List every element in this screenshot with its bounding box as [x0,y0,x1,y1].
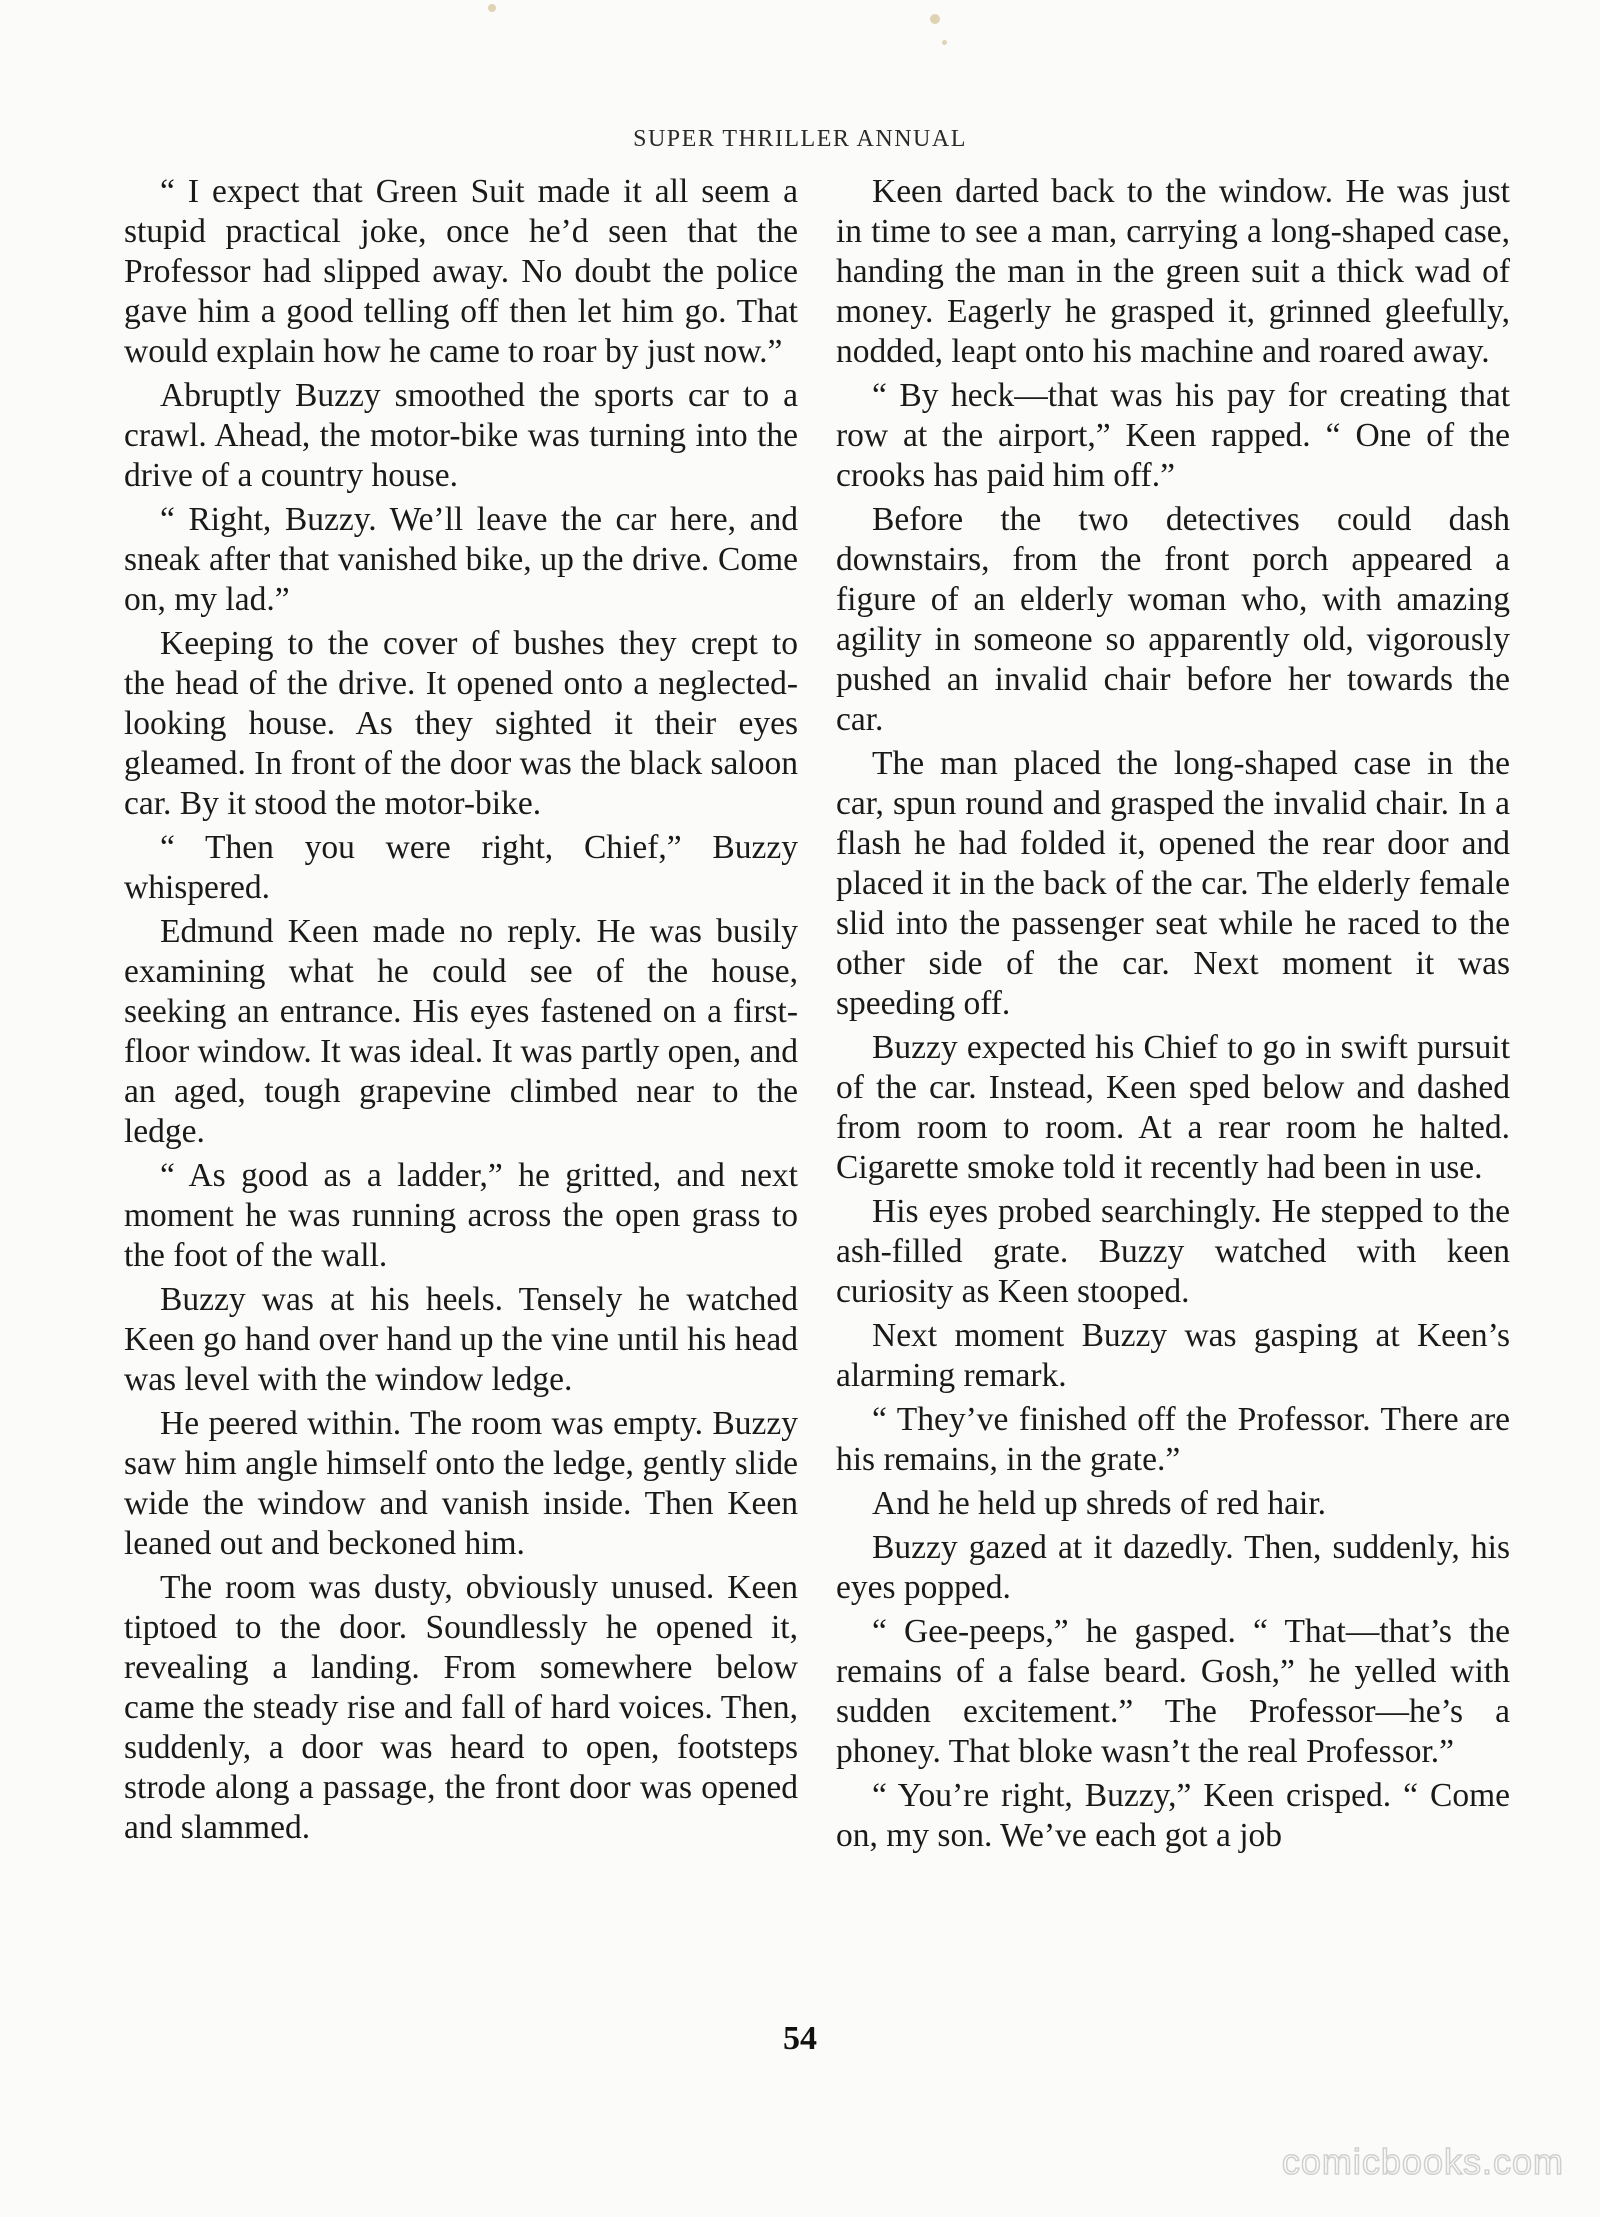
paragraph: Keen darted back to the window. He was just in time to see a man, carrying a long-shaped case, handing the man in the green suit a thick wad of money. Eagerly he grasped it, grinned gleefully, nodded, leapt onto his machine and roared away. [836,173,1510,370]
paragraph: The man placed the long-shaped case in the car, spun round and grasped the invalid chair. In a flash he had folded it, opened the rear door and placed it in the back of the car. The elderly female slid into the passenger seat while he raced to the other side of the car. Next moment it was speeding off. [836,745,1510,1022]
paragraph: Abruptly Buzzy smoothed the sports car to a crawl. Ahead, the motor-bike was turning into the drive of a country house. [124,377,798,494]
right-column [836,172,1510,1860]
paper-fleck [930,14,940,24]
paragraph: “ By heck—that was his pay for creating that row at the airport,” Keen rapped. “ One of the crooks has paid him off.” [836,377,1510,494]
paragraph: Buzzy expected his Chief to go in swift pursuit of the car. Instead, Keen sped below and dashed from room to room. At a rear room he halted. Cigarette smoke told it recently had been in use. [836,1029,1510,1186]
paragraph: Next moment Buzzy was gasping at Keen’s alarming remark. [836,1317,1510,1394]
paragraph: Keeping to the cover of bushes they crept to the head of the drive. It opened onto a neglected-looking house. As they sighted it their eyes gleamed. In front of the door was the black saloon car. By it stood the motor-bike. [124,625,798,822]
paragraph: He peered within. The room was empty. Buzzy saw him angle himself onto the ledge, gently slide wide the window and vanish inside. Then Keen leaned out and beckoned him. [124,1405,798,1562]
paragraph: Buzzy gazed at it dazedly. Then, suddenly, his eyes popped. [836,1529,1510,1606]
site-watermark: comicbooks.com [1281,2141,1564,2182]
paragraph: Before the two detectives could dash downstairs, from the front porch appeared a figure of an elderly woman who, with amazing agility in someone so apparently old, vigorously pushed an invalid chair before her towards the car. [836,501,1510,738]
paragraph: And he held up shreds of red hair. [872,1485,1327,1522]
paper-fleck [942,40,947,45]
paragraph: His eyes probed searchingly. He stepped to the ash-filled grate. Buzzy watched with keen curiosity as Keen stooped. [836,1193,1510,1310]
paragraph: “ You’re right, Buzzy,” Keen crisped. “ Come on, my son. We’ve each got a job [836,1777,1510,1854]
running-header: SUPER THRILLER ANNUAL [633,126,967,152]
paper-fleck [488,4,496,12]
paragraph: “ Gee-peeps,” he gasped. “ That—that’s the remains of a false beard. Gosh,” he yelled with sudden excitement.” The Professor—he’s a phoney. That bloke wasn’t the real Professor.” [836,1613,1510,1770]
page-number: 54 [783,2020,817,2057]
paragraph: “ As good as a ladder,” he gritted, and next moment he was running across the open grass to the foot of the wall. [124,1157,798,1274]
paragraph: “ Right, Buzzy. We’ll leave the car here, and sneak after that vanished bike, up the drive. Come on, my lad.” [124,501,798,618]
paragraph: “ Then you were right, Chief,” Buzzy whispered. [124,829,798,906]
paragraph: “ I expect that Green Suit made it all seem a stupid practical joke, once he’d seen that the Professor had slipped away. No doubt the police gave him a good telling off then let him go. That would explain how he came to roar by just now.” [124,173,798,370]
paragraph: The room was dusty, obviously unused. Keen tiptoed to the door. Soundlessly he opened it, revealing a landing. From somewhere below came the steady rise and fall of hard voices. Then, suddenly, a door was heard to open, footsteps strode along a passage, the front door was opened and slammed. [124,1569,798,1846]
paragraph: “ They’ve finished off the Professor. There are his remains, in the grate.” [836,1401,1510,1478]
paragraph: Buzzy was at his heels. Tensely he watched Keen go hand over hand up the vine until his head was level with the window ledge. [124,1281,798,1398]
left-column [124,172,798,1852]
paragraph: Edmund Keen made no reply. He was busily examining what he could see of the house, seeking an entrance. His eyes fastened on a first-floor window. It was ideal. It was partly open, and an aged, tough grapevine climbed near to the ledge. [124,913,798,1150]
